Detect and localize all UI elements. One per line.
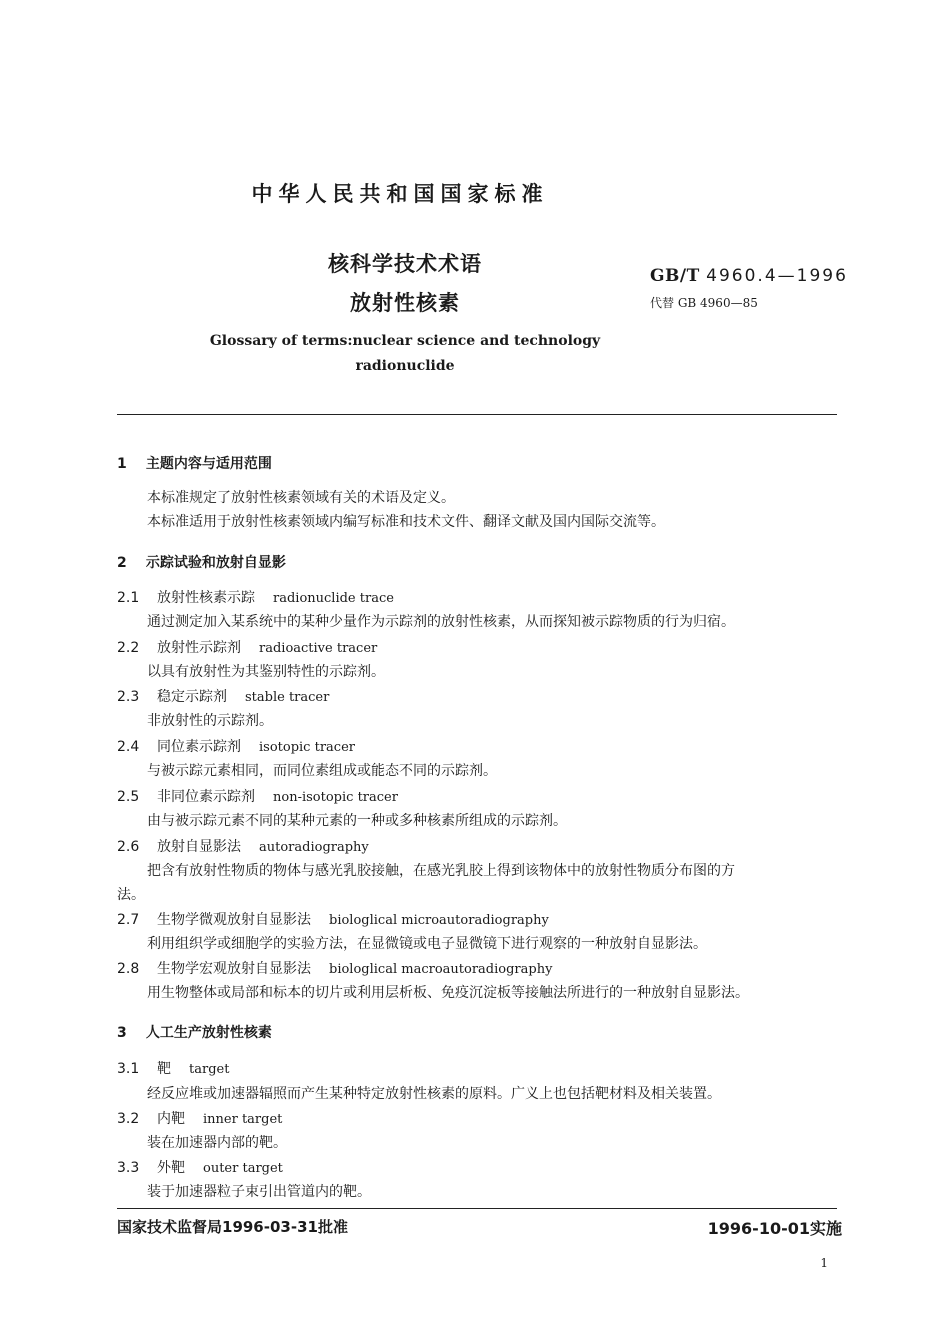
page-number: 1: [820, 1256, 828, 1270]
term-number: 2.6: [117, 839, 140, 855]
term-definition: 以具有放射性为其鉴别特性的示踪剂。: [147, 664, 385, 680]
national-standard-heading: 中华人民共和国国家标准: [251, 182, 549, 206]
term-entry: [117, 836, 369, 856]
term-chinese: 放射性示踪剂: [157, 640, 241, 656]
standard-code: 4960.4—1996: [706, 266, 848, 286]
term-entry: [117, 637, 377, 657]
english-title-line-2: radionuclide: [355, 358, 455, 374]
replaces-note: 代替 GB 4960—85: [650, 296, 758, 310]
approval-date: 国家技术监督局1996-03-31批准: [117, 1218, 348, 1236]
implementation-date: 1996-10-01实施: [707, 1219, 842, 1238]
section-number: 3: [117, 1025, 127, 1041]
term-english: radioactive tracer: [259, 641, 378, 656]
section-heading-1: [117, 453, 272, 473]
term-entry: [117, 1157, 283, 1177]
term-entry: [117, 686, 329, 706]
term-english: radionuclide trace: [273, 591, 394, 606]
term-entry: [117, 1058, 229, 1078]
term-definition: 用生物整体或局部和标本的切片或利用层析板、免疫沉淀板等接触法所进行的一种放射自显影法。: [147, 985, 749, 1001]
section-number: 1: [117, 456, 127, 472]
term-chinese: 稳定示踪剂: [157, 689, 227, 705]
term-number: 2.8: [117, 961, 140, 977]
term-definition: 利用组织学或细胞学的实验方法，在显微镜或电子显微镜下进行观察的一种放射自显影法。: [147, 936, 707, 952]
term-chinese: 放射性核素示踪: [157, 590, 255, 606]
term-chinese: 内靶: [157, 1111, 185, 1127]
term-entry: [117, 786, 398, 806]
term-chinese: 非同位素示踪剂: [157, 789, 255, 805]
standard-prefix: GB/T: [650, 266, 700, 286]
term-entry: [117, 909, 549, 929]
term-entry: [117, 587, 394, 607]
term-english: non-isotopic tracer: [273, 790, 398, 805]
term-definition-continued: 法。: [117, 887, 145, 903]
term-chinese: 靶: [157, 1061, 171, 1077]
term-number: 2.1: [117, 590, 140, 606]
term-number: 2.2: [117, 640, 140, 656]
term-definition: 与被示踪元素相同，而同位素组成或能态不同的示踪剂。: [147, 763, 497, 779]
term-definition: 由与被示踪元素不同的某种元素的一种或多种核素所组成的示踪剂。: [147, 813, 567, 829]
term-number: 3.1: [117, 1061, 140, 1077]
title-line-2: 放射性核素: [350, 291, 460, 315]
section-number: 2: [117, 555, 127, 571]
bottom-divider: [117, 1208, 837, 1209]
english-title-line-1: Glossary of terms:nuclear science and technology: [209, 333, 601, 349]
section-title: 主题内容与适用范围: [145, 456, 272, 472]
term-entry: [117, 958, 552, 978]
term-english: target: [189, 1062, 230, 1077]
term-definition: 装于加速器粒子束引出管道内的靶。: [147, 1184, 371, 1200]
term-number: 2.3: [117, 689, 140, 705]
term-chinese: 外靶: [157, 1160, 185, 1176]
term-english: stable tracer: [245, 690, 330, 705]
term-chinese: 生物学微观放射自显影法: [157, 912, 311, 928]
term-number: 2.4: [117, 739, 140, 755]
term-number: 3.2: [117, 1111, 140, 1127]
term-number: 2.7: [117, 912, 140, 928]
title-line-1: 核科学技术术语: [328, 252, 482, 276]
term-chinese: 生物学宏观放射自显影法: [157, 961, 311, 977]
term-definition: 装在加速器内部的靶。: [147, 1135, 287, 1151]
term-chinese: 放射自显影法: [157, 839, 241, 855]
term-english: biologlical macroautoradiography: [329, 962, 553, 977]
top-divider: [117, 414, 837, 415]
term-number: 2.5: [117, 789, 140, 805]
term-english: autoradiography: [259, 840, 369, 855]
term-definition: 通过测定加入某系统中的某种少量作为示踪剂的放射性核素，从而探知被示踪物质的行为归宿。: [147, 614, 735, 630]
term-entry: [117, 736, 355, 756]
section-heading-3: [117, 1022, 272, 1042]
term-english: biologlical microautoradiography: [329, 913, 549, 928]
term-definition: 把含有放射性物质的物体与感光乳胶接触，在感光乳胶上得到该物体中的放射性物质分布图的方: [147, 863, 735, 879]
section-title: 示踪试验和放射自显影: [145, 555, 286, 571]
section-heading-2: [117, 552, 286, 572]
term-english: outer target: [203, 1161, 283, 1176]
standard-number: [650, 266, 848, 286]
term-definition: 非放射性的示踪剂。: [147, 713, 273, 729]
term-definition: 经反应堆或加速器辐照而产生某种特定放射性核素的原料。广义上也包括靶材料及相关装置。: [147, 1086, 721, 1102]
term-chinese: 同位素示踪剂: [157, 739, 241, 755]
section-title: 人工生产放射性核素: [145, 1025, 272, 1041]
term-entry: [117, 1108, 282, 1128]
term-number: 3.3: [117, 1160, 140, 1176]
paragraph: 本标准规定了放射性核素领域有关的术语及定义。: [147, 490, 455, 506]
term-english: inner target: [203, 1112, 283, 1127]
term-english: isotopic tracer: [259, 740, 355, 755]
paragraph: 本标准适用于放射性核素领域内编写标准和技术文件、翻译文献及国内国际交流等。: [147, 514, 665, 530]
